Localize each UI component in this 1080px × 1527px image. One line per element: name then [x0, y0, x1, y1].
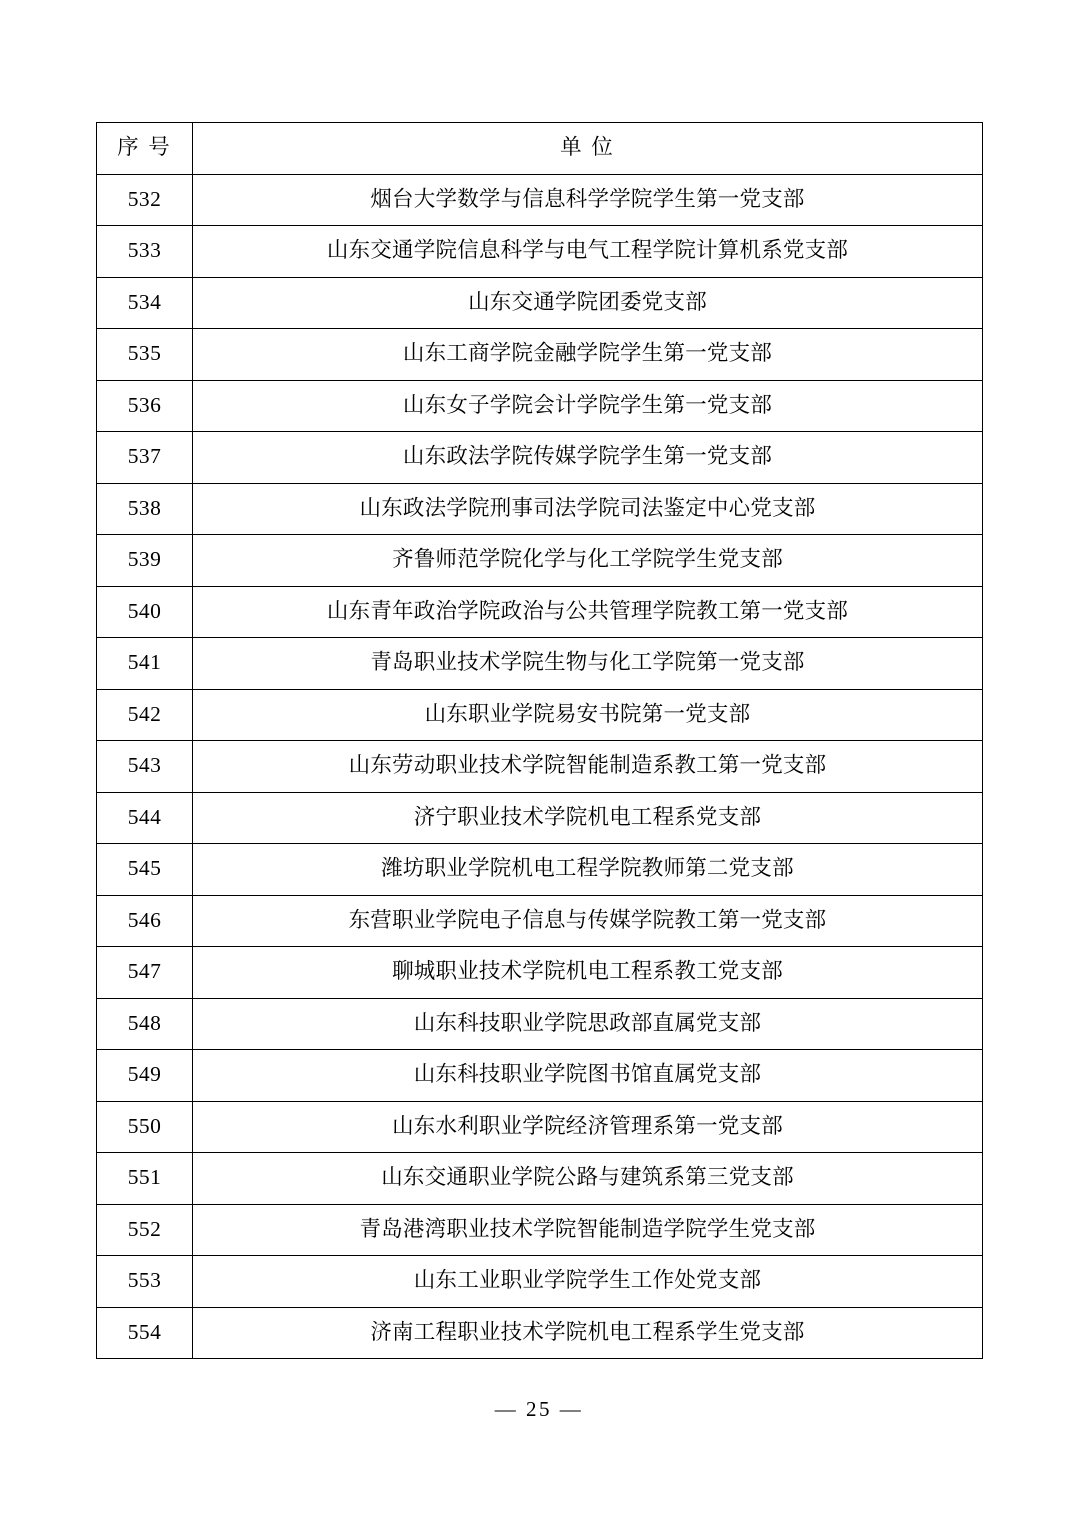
- table-row: [97, 535, 983, 587]
- cell-sequence-number: 542: [97, 689, 193, 741]
- cell-unit-name: 山东青年政治学院政治与公共管理学院教工第一党支部: [193, 586, 983, 638]
- page-number-footer: — 25 —: [494, 1397, 584, 1421]
- cell-unit-name: 山东科技职业学院图书馆直属党支部: [193, 1050, 983, 1102]
- table-row: [97, 1204, 983, 1256]
- cell-unit-name: 潍坊职业学院机电工程学院教师第二党支部: [193, 844, 983, 896]
- table-row: [97, 741, 983, 793]
- table-row: [97, 1256, 983, 1308]
- cell-sequence-number: 549: [97, 1050, 193, 1102]
- cell-unit-name: 东营职业学院电子信息与传媒学院教工第一党支部: [193, 895, 983, 947]
- table-row: [97, 792, 983, 844]
- table-row: [97, 689, 983, 741]
- table-body: [97, 174, 983, 1359]
- cell-unit-name: 山东劳动职业技术学院智能制造系教工第一党支部: [193, 741, 983, 793]
- cell-sequence-number: 553: [97, 1256, 193, 1308]
- cell-unit-name: 济宁职业技术学院机电工程系党支部: [193, 792, 983, 844]
- cell-unit-name: 山东女子学院会计学院学生第一党支部: [193, 380, 983, 432]
- cell-sequence-number: 543: [97, 741, 193, 793]
- table-row: [97, 844, 983, 896]
- table-row: [97, 638, 983, 690]
- cell-sequence-number: 541: [97, 638, 193, 690]
- column-header-unit: 单 位: [193, 123, 983, 175]
- cell-sequence-number: 538: [97, 483, 193, 535]
- table-row: [97, 895, 983, 947]
- cell-sequence-number: 539: [97, 535, 193, 587]
- cell-unit-name: 山东工商学院金融学院学生第一党支部: [193, 329, 983, 381]
- cell-sequence-number: 536: [97, 380, 193, 432]
- table-row: [97, 277, 983, 329]
- cell-unit-name: 聊城职业技术学院机电工程系教工党支部: [193, 947, 983, 999]
- cell-sequence-number: 533: [97, 226, 193, 278]
- cell-sequence-number: 548: [97, 998, 193, 1050]
- cell-sequence-number: 554: [97, 1307, 193, 1359]
- cell-sequence-number: 544: [97, 792, 193, 844]
- table-row: [97, 998, 983, 1050]
- table-row: [97, 1101, 983, 1153]
- cell-unit-name: 济南工程职业技术学院机电工程系学生党支部: [193, 1307, 983, 1359]
- table-row: [97, 329, 983, 381]
- cell-sequence-number: 552: [97, 1204, 193, 1256]
- cell-unit-name: 山东政法学院刑事司法学院司法鉴定中心党支部: [193, 483, 983, 535]
- cell-unit-name: 山东科技职业学院思政部直属党支部: [193, 998, 983, 1050]
- cell-unit-name: 山东工业职业学院学生工作处党支部: [193, 1256, 983, 1308]
- cell-sequence-number: 535: [97, 329, 193, 381]
- cell-unit-name: 山东交通学院信息科学与电气工程学院计算机系党支部: [193, 226, 983, 278]
- table-row: [97, 1307, 983, 1359]
- table-row: [97, 1050, 983, 1102]
- cell-unit-name: 青岛职业技术学院生物与化工学院第一党支部: [193, 638, 983, 690]
- table-row: [97, 483, 983, 535]
- cell-sequence-number: 550: [97, 1101, 193, 1153]
- cell-sequence-number: 540: [97, 586, 193, 638]
- cell-sequence-number: 547: [97, 947, 193, 999]
- cell-sequence-number: 551: [97, 1153, 193, 1205]
- cell-sequence-number: 532: [97, 174, 193, 226]
- cell-unit-name: 齐鲁师范学院化学与化工学院学生党支部: [193, 535, 983, 587]
- cell-unit-name: 山东职业学院易安书院第一党支部: [193, 689, 983, 741]
- table-row: [97, 432, 983, 484]
- cell-unit-name: 山东水利职业学院经济管理系第一党支部: [193, 1101, 983, 1153]
- cell-unit-name: 山东交通职业学院公路与建筑系第三党支部: [193, 1153, 983, 1205]
- cell-sequence-number: 545: [97, 844, 193, 896]
- cell-unit-name: 烟台大学数学与信息科学学院学生第一党支部: [193, 174, 983, 226]
- cell-unit-name: 山东政法学院传媒学院学生第一党支部: [193, 432, 983, 484]
- table-row: [97, 947, 983, 999]
- table-row: [97, 226, 983, 278]
- table-row: [97, 174, 983, 226]
- table-row: [97, 1153, 983, 1205]
- column-header-no: 序 号: [97, 123, 193, 175]
- table-row: [97, 380, 983, 432]
- cell-sequence-number: 534: [97, 277, 193, 329]
- unit-list-table: [96, 122, 983, 1359]
- cell-unit-name: 青岛港湾职业技术学院智能制造学院学生党支部: [193, 1204, 983, 1256]
- table-header: [97, 123, 983, 175]
- cell-unit-name: 山东交通学院团委党支部: [193, 277, 983, 329]
- table-row: [97, 586, 983, 638]
- table-header-row: [97, 123, 983, 175]
- cell-sequence-number: 537: [97, 432, 193, 484]
- cell-sequence-number: 546: [97, 895, 193, 947]
